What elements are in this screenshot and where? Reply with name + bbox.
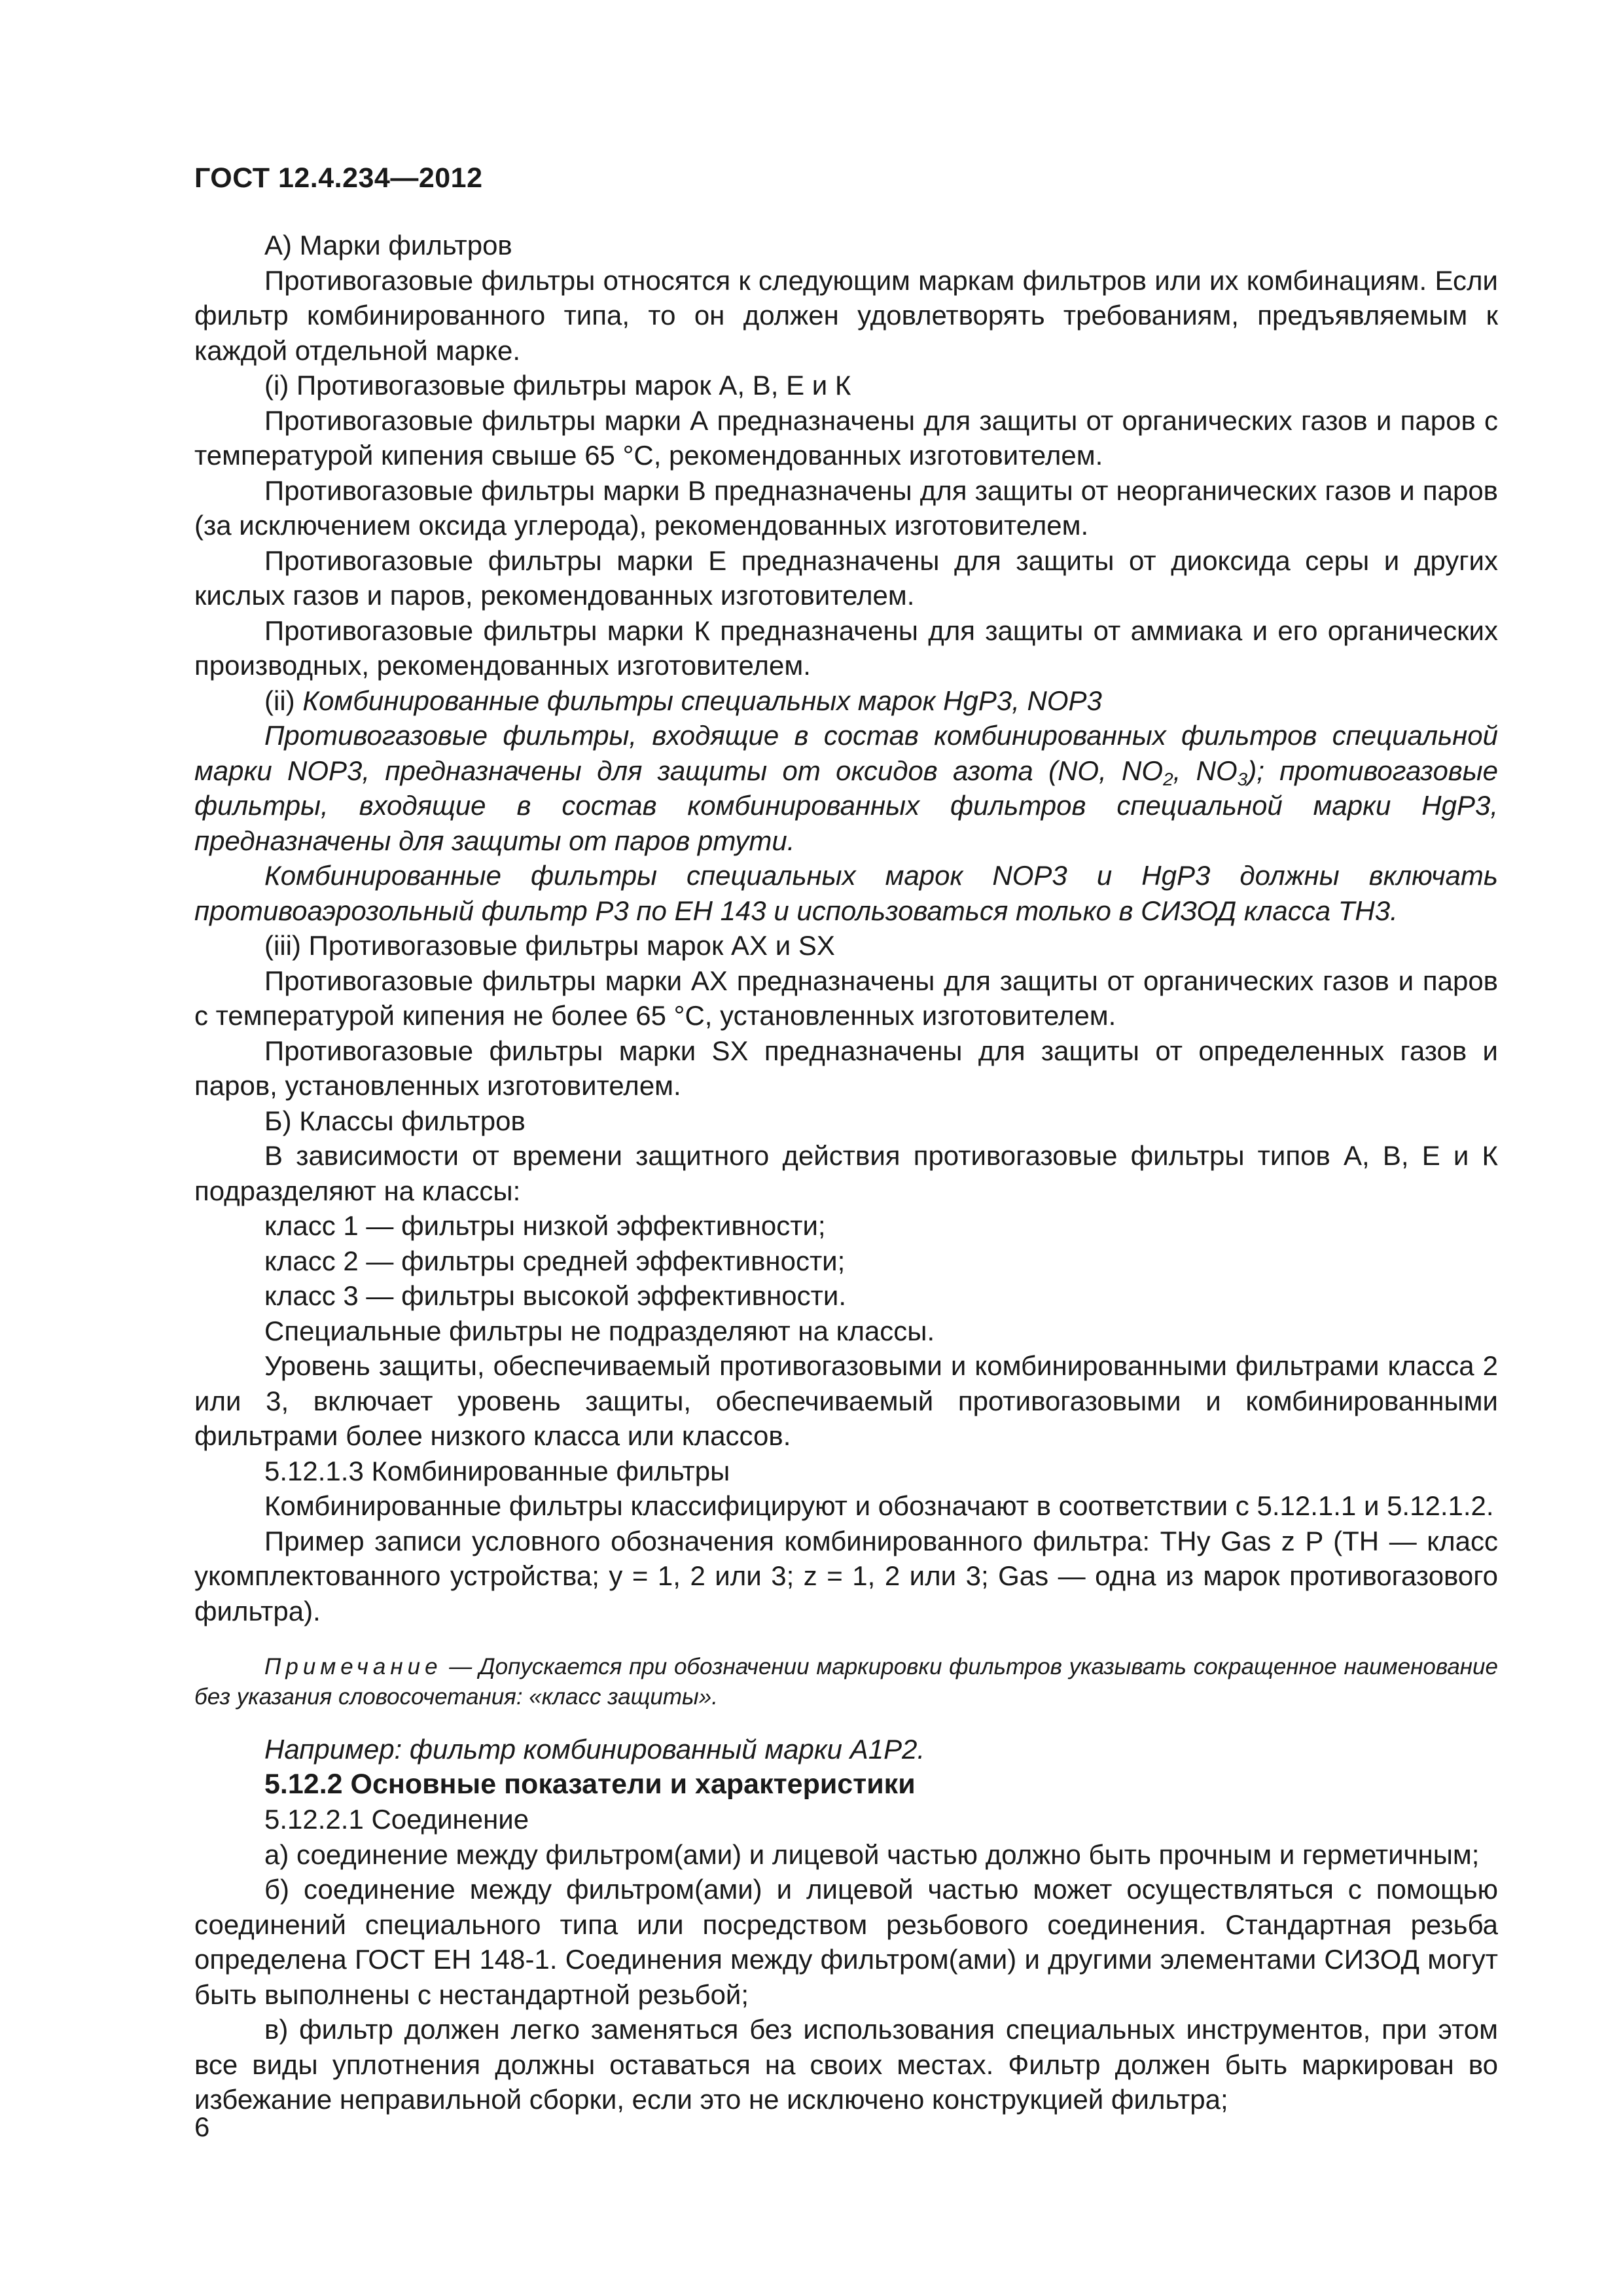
text-fragment: Противогазовые фильтры, входящие в состав комбинированных фильтров специальной марки NOP3, предназначены для защиты от оксидов азота (NO, NO <box>194 720 1498 786</box>
paragraph-italic: Комбинированные фильтры специальных марок NOP3 и HgP3 должны включать противоаэрозольный фильтр Р3 по ЕН 143 и использоваться только в СИЗОД класса ТН3. <box>194 860 1498 926</box>
paragraph: Противогазовые фильтры марки Е предназначены для защиты от диоксида серы и других кислых газов и паров, рекомендованных изготовителем. <box>194 545 1498 611</box>
paragraph-filter-classes-heading: Б) Классы фильтров <box>264 1105 526 1136</box>
page-number: 6 <box>194 2111 210 2142</box>
paragraph: Противогазовые фильтры марки АХ предназначены для защиты от органических газов и паров с температурой кипения не более 65 °С, установленных изготовителем. <box>194 965 1498 1031</box>
paragraph-filter-brands-heading: А) Марки фильтров <box>264 230 512 260</box>
paragraph-special-brands-heading <box>194 683 1498 719</box>
paragraph: Противогазовые фильтры марки SX предназначены для защиты от определенных газов и паров, установленных изготовителем. <box>194 1035 1498 1101</box>
list-item: б) соединение между фильтром(ами) и лицевой частью может осуществляться с помощью соединений специального типа или посредством резьбового соединения. Стандартная резьба определена ГОСТ ЕН 148-1. Соединения между фильтром(ами) и другими элементами СИЗОД могут быть выполнены с нестандартной резьбой; <box>194 1874 1498 2010</box>
list-item: класс 2 — фильтры средней эффективности; <box>264 1245 846 1276</box>
note-text: — Допускается при обозначении маркировки фильтров указывать сокращенное наименование без указания словосочетания: «класс защиты». <box>194 1654 1498 1710</box>
section-heading-5-12-2-1: 5.12.2.1 Соединение <box>264 1804 529 1835</box>
paragraph: (iii) Противогазовые фильтры марок АХ и SX <box>264 930 835 961</box>
paragraph: Противогазовые фильтры марки А предназначены для защиты от органических газов и паров с температурой кипения свыше 65 °С, рекомендованных изготовителем. <box>194 404 1498 471</box>
text-fragment: (ii) <box>264 685 303 716</box>
paragraph: Комбинированные фильтры классифицируют и обозначают в соответствии с 5.12.1.1 и 5.12.1.2. <box>264 1490 1494 1521</box>
text-fragment-italic: Комбинированные фильтры специальных марок HgP3, NOP3 <box>302 685 1102 716</box>
paragraph: Противогазовые фильтры марки К предназначены для защиты от аммиака и его органических производных, рекомендованных изготовителем. <box>194 615 1498 681</box>
text-fragment: ); противогазовые фильтры, входящие в состав комбинированных фильтров специальной марки HgP3, предназначены для защиты от паров ртути. <box>194 755 1498 856</box>
paragraph: Специальные фильтры не подразделяют на классы. <box>264 1315 935 1346</box>
subscript: 3 <box>1237 768 1248 789</box>
list-item: класс 3 — фильтры высокой эффективности. <box>264 1280 846 1311</box>
subscript: 2 <box>1163 768 1173 789</box>
text-fragment: , NO <box>1173 755 1238 786</box>
document-header: ГОСТ 12.4.234—2012 <box>194 162 483 194</box>
paragraph: Пример записи условного обозначения комбинированного фильтра: THy Gas z P (TH — класс укомплектованного устройства; y = 1, 2 или 3; z = 1, 2 или 3; Gas — одна из марок противогазового фильтра). <box>194 1525 1498 1626</box>
list-item: класс 1 — фильтры низкой эффективности; <box>264 1210 826 1241</box>
list-item: а) соединение между фильтром(ами) и лицевой частью должно быть прочным и герметичным; <box>264 1839 1480 1870</box>
section-heading-5-12-1-3: 5.12.1.3 Комбинированные фильтры <box>264 1455 730 1486</box>
paragraph-example: Например: фильтр комбинированный марки А1Р2. <box>264 1734 925 1765</box>
paragraph: Противогазовые фильтры относятся к следующим маркам фильтров или их комбинациям. Если фильтр комбинированного типа, то он должен удовлетворять требованиям, предъявляемым к каждой отдельной марке. <box>194 264 1498 366</box>
document-body <box>194 228 1498 2117</box>
note-label: Примечание <box>264 1654 442 1679</box>
paragraph: Противогазовые фильтры марки В предназначены для защиты от неорганических газов и паров (за исключением оксида углерода), рекомендованных изготовителем. <box>194 475 1498 541</box>
paragraph: Уровень защиты, обеспечиваемый противогазовыми и комбинированными фильтрами класса 2 или 3, включает уровень защиты, обеспечиваемый противогазовыми и комбинированными фильтрами более низкого класса или классов. <box>194 1350 1498 1451</box>
section-heading-5-12-2: 5.12.2 Основные показатели и характеристики <box>264 1768 916 1800</box>
list-item: в) фильтр должен легко заменяться без использования специальных инструментов, при этом все виды уплотнения должны оставаться на своих местах. Фильтр должен быть маркирован во избежание неправильной сборки, если это не исключено конструкцией фильтра; <box>194 2014 1498 2115</box>
note <box>194 1652 1498 1712</box>
paragraph: (i) Противогазовые фильтры марок А, В, Е и К <box>264 370 851 401</box>
paragraph-italic <box>194 718 1498 858</box>
paragraph: В зависимости от времени защитного действия противогазовые фильтры типов А, В, Е и К подразделяют на классы: <box>194 1140 1498 1206</box>
